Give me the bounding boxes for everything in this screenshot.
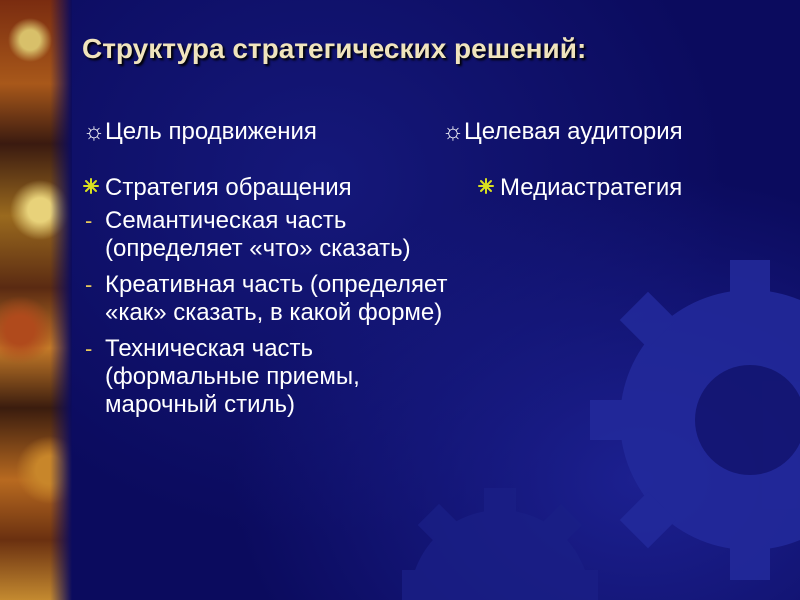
dash-marker: - [85,336,93,361]
heading-promotion-goal [83,118,317,146]
list-item [83,207,463,263]
left-column [83,174,463,427]
list-item [83,335,463,419]
heading-label: Целевая аудитория [464,118,683,145]
list-item [83,174,463,202]
slide-title: Структура стратегических решений: [82,33,587,64]
decorative-gear-strip [0,0,72,600]
right-column [478,174,778,207]
item-text: Креативная часть (определяет «как» сказать, в какой форме) [105,271,448,326]
heading-target-audience [442,118,683,146]
gear-icon [380,470,620,600]
sun-icon: ☼ [83,118,105,145]
bullet-text: Стратегия обращения [105,174,352,201]
heading-label: Цель продвижения [105,118,317,145]
list-item [83,271,463,327]
list-item [478,174,778,202]
star-bullet-icon [478,178,494,194]
dash-marker: - [85,208,93,233]
item-text: Семантическая часть (определяет «что» сказать) [105,207,411,262]
star-bullet-icon [83,178,99,194]
bullet-text: Медиастратегия [500,174,683,201]
item-text: Техническая часть (формальные приемы, марочный стиль) [105,335,360,418]
dash-marker: - [85,272,93,297]
sun-icon: ☼ [442,118,464,145]
